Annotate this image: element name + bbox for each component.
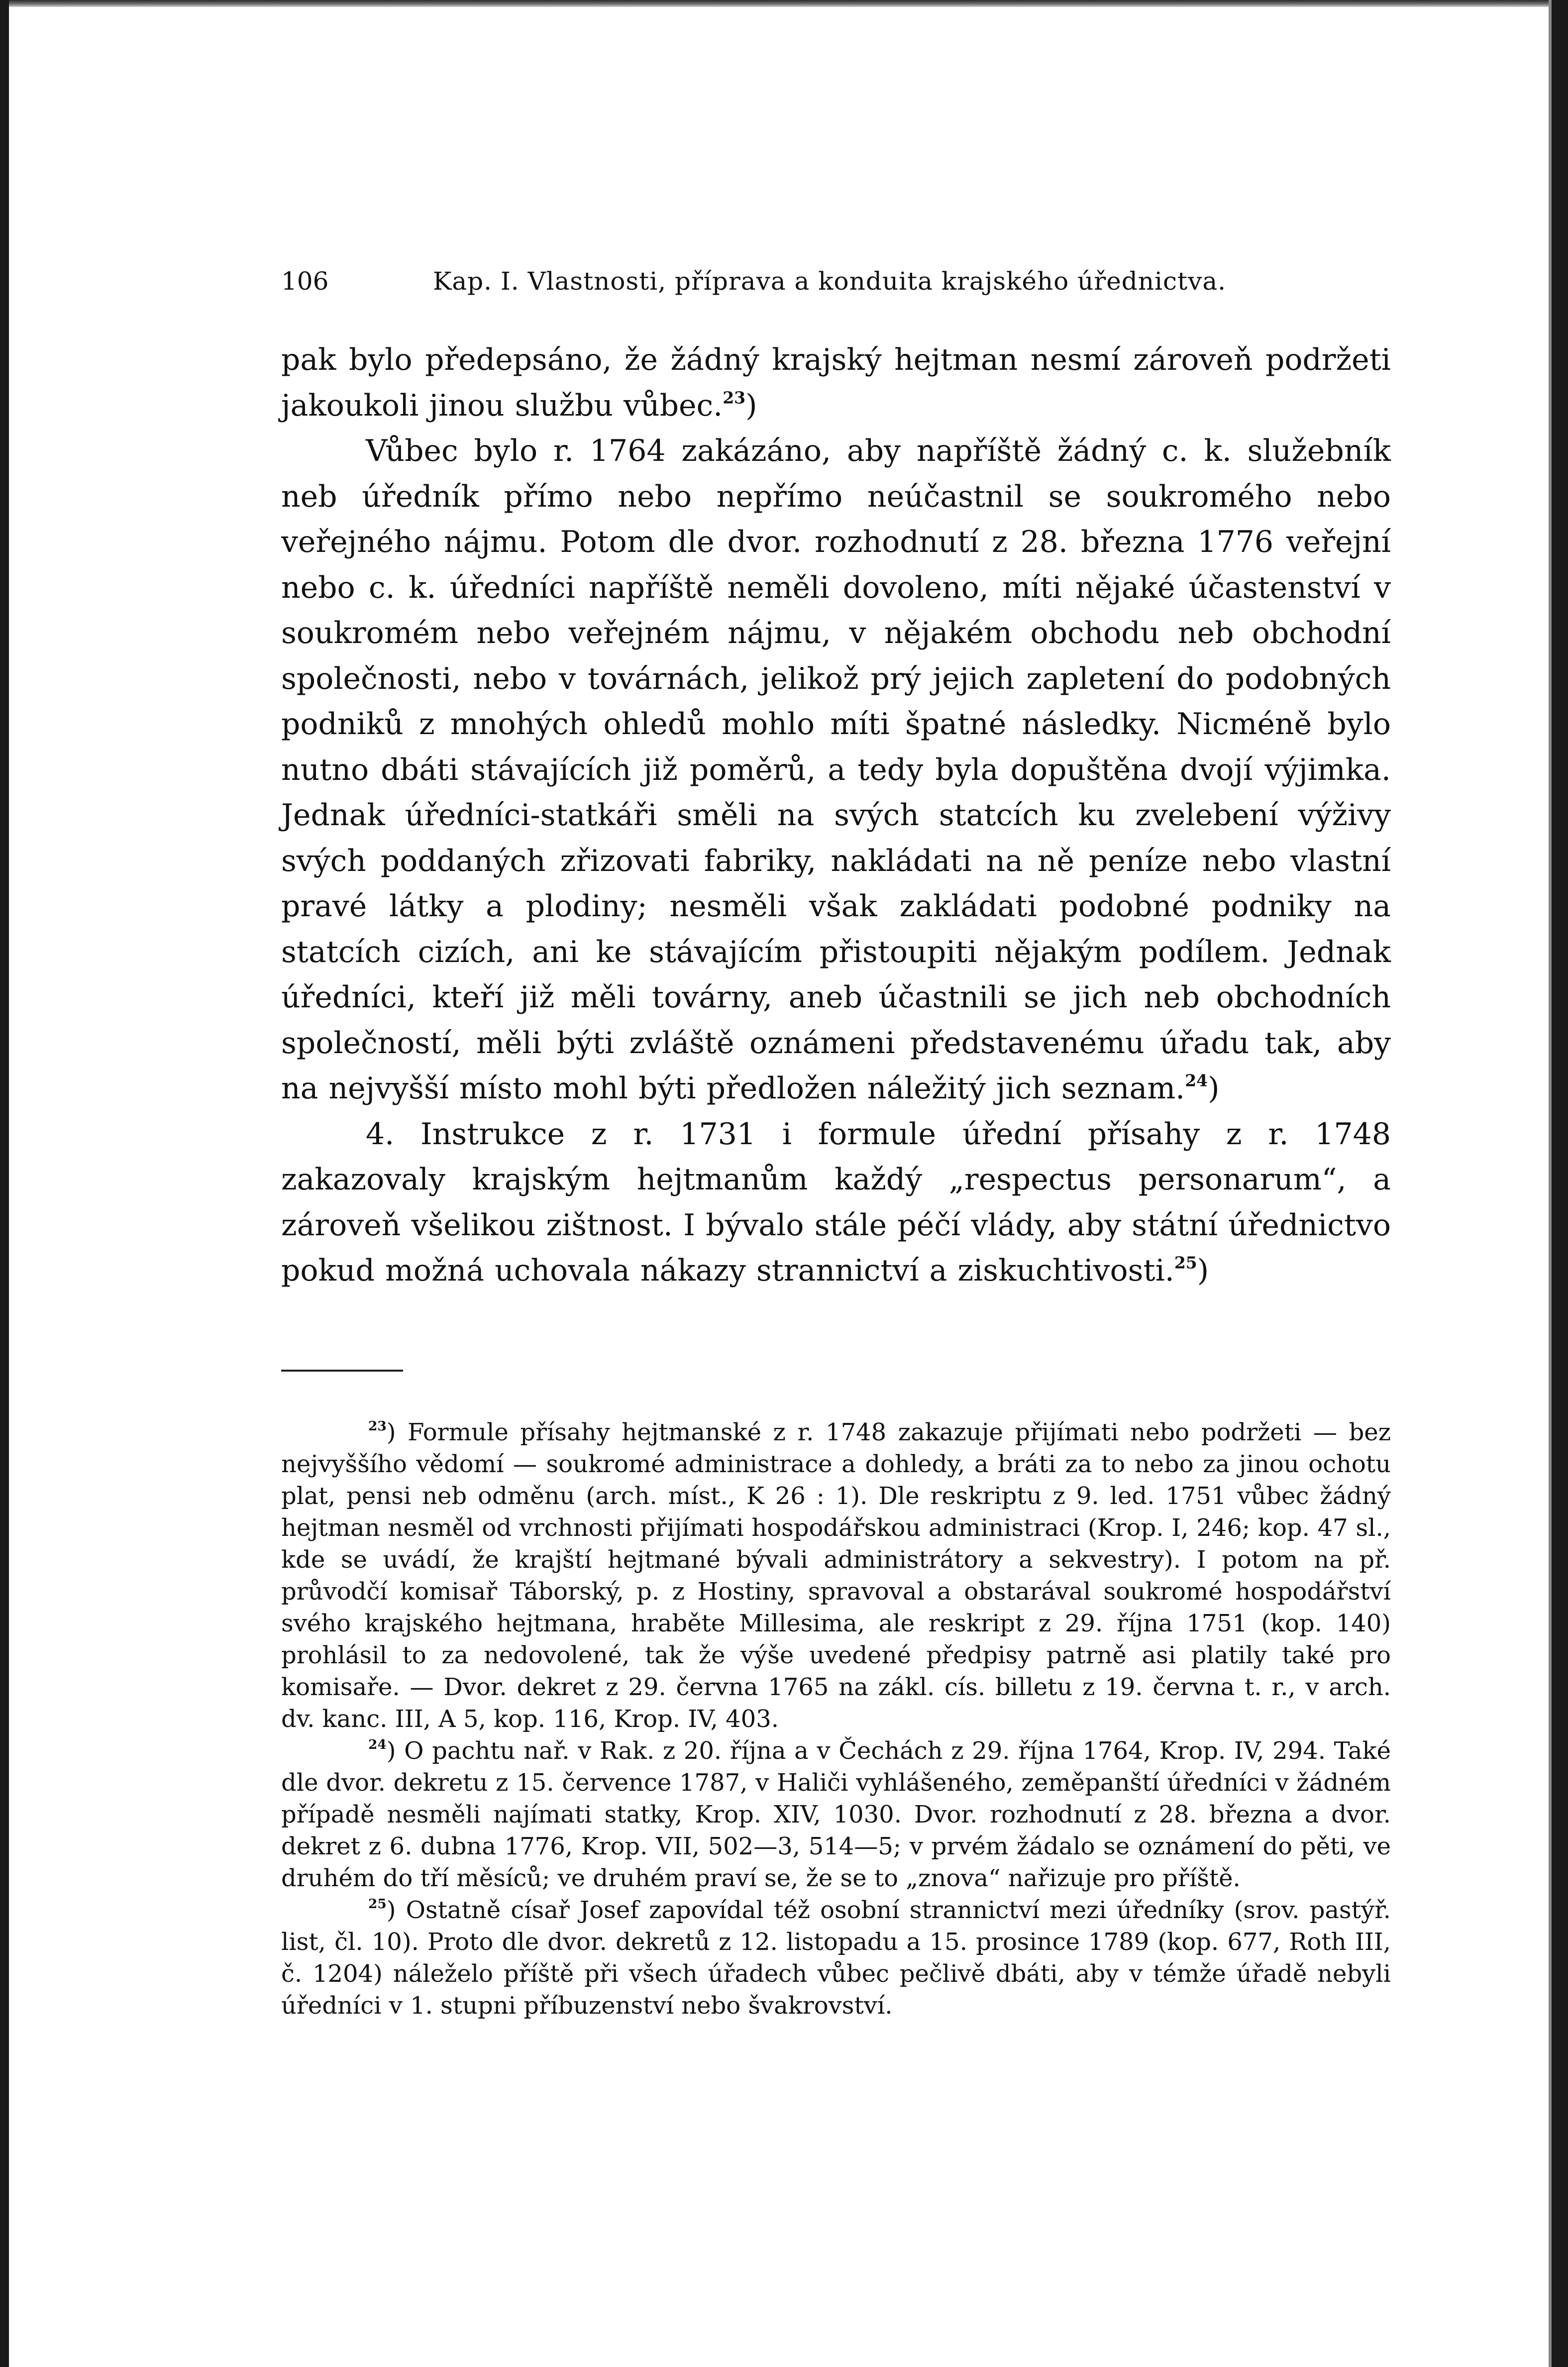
paragraph xyxy=(281,1112,1391,1294)
body-text xyxy=(281,337,1391,1294)
footnote-text: ) Ostatně císař Josef zapovídal též osobní strannictví mezi úředníky (srov. pastýř. list, čl. 10). Proto dle dvor. dekretů z 12. listopadu a 15. prosince 1789 (kop. 677, Roth III, č. 1204) náleželo příště při všech úřadech vůbec pečlivě dbáti, aby v témže úřadě nebyli úředníci v 1. stupni příbuzenství nebo švakrovství. xyxy=(281,1896,1391,2020)
paragraph xyxy=(281,337,1391,429)
footnotes xyxy=(281,1416,1391,2022)
footnote-ref-paren: ) xyxy=(1208,1071,1220,1106)
running-head xyxy=(281,264,1391,299)
footnote xyxy=(281,1416,1391,1735)
footnote-marker: 25 xyxy=(368,1896,387,1912)
footnote-ref-paren: ) xyxy=(1197,1253,1209,1288)
footnote-marker: 23 xyxy=(368,1418,387,1434)
paragraph-text: 4. Instrukce z r. 1731 i formule úřední přísahy z r. 1748 zakazovaly krajským hejtmanům každý „respectus personarum“, a zároveň všelikou zištnost. I bývalo stále péčí vlády, aby státní úřednictvo pokud možná uchovala nákazy strannictví a ziskuchtivosti. xyxy=(281,1116,1391,1288)
footnote-ref[interactable]: 24 xyxy=(1185,1071,1208,1090)
footnote xyxy=(281,1735,1391,1894)
scan-edge-left xyxy=(0,0,9,2367)
footnote-text: ) Formule přísahy hejtmanské z r. 1748 zakazuje přijímati nebo podržeti — bez nejvyššího vědomí — soukromé administrace a dohledy, a bráti za to nebo za jinou ochotu plat, pensi neb odměnu (arch. míst., K 26 : 1). Dle reskriptu z 9. led. 1751 vůbec žádný hejtman nesměl od vrchnosti přijímati hospodářskou administraci (Krop. I, 246; kop. 47 sl., kde se uvádí, že krajští hejtmané bývali administrátory a sekvestry). I potom na př. průvodčí komisař Táborský, p. z Hostiny, spravoval a obstarával soukromé hospodářství svého krajského hejtmana, hraběte Millesima, ale reskript z 29. října 1751 (kop. 140) prohlásil to za nedovolené, tak že výše uvedené předpisy patrně asi platily také pro komisaře. — Dvor. dekret z 29. června 1765 na zákl. cís. billetu z 19. června t. r., v arch. dv. kanc. III, A 5, kop. 116, Krop. IV, 403. xyxy=(281,1418,1391,1733)
chapter-title: Kap. I. Vlastnosti, příprava a konduita krajského úřednictva. xyxy=(433,267,1227,296)
footnote-ref[interactable]: 23 xyxy=(723,387,746,407)
paragraph xyxy=(281,429,1391,1112)
footnote xyxy=(281,1894,1391,2022)
footnote-marker: 24 xyxy=(368,1736,387,1752)
footnote-separator xyxy=(281,1370,403,1372)
footnote-ref-paren: ) xyxy=(745,388,757,423)
paragraph-text: pak bylo předepsáno, že žádný krajský hejtman nesmí zároveň podržeti jakoukoli jinou službu vůbec. xyxy=(281,342,1391,423)
footnote-ref[interactable]: 25 xyxy=(1174,1253,1197,1273)
scan-edge-right xyxy=(1552,0,1568,2367)
book-page xyxy=(281,264,1391,2022)
scan-edge-top xyxy=(0,0,1568,7)
paragraph-text: Vůbec bylo r. 1764 zakázáno, aby napříště žádný c. k. služebník neb úředník přímo nebo nepřímo neúčastnil se soukromého nebo veřejného nájmu. Potom dle dvor. rozhodnutí z 28. března 1776 veřejní nebo c. k. úředníci napříště neměli dovoleno, míti nějaké účastenství v soukromém nebo veřejném nájmu, v nějakém obchodu neb obchodní společnosti, nebo v továrnách, jelikož prý jejich zapletení do podobných podniků z mnohých ohledů mohlo míti špatné následky. Nicméně bylo nutno dbáti stávajících již poměrů, a tedy byla dopuštěna dvojí výjimka. Jednak úředníci-statkáři směli na svých statcích ku zvelebení výživy svých poddaných zřizovati fabriky, nakládati na ně peníze nebo vlastní pravé látky a plodiny; nesměli však zakládati podobné podniky na statcích cizích, ani ke stávajícím přistoupiti nějakým podílem. Jednak úředníci, kteří již měli továrny, aneb účastnili se jich neb obchodních společností, měli býti zvláště oznámeni představenému úřadu tak, aby na nejvyšší místo mohl býti předložen náležitý jich seznam. xyxy=(281,433,1391,1106)
page-number: 106 xyxy=(281,267,329,296)
footnote-text: ) O pachtu nař. v Rak. z 20. října a v Čechách z 29. října 1764, Krop. IV, 294. Také dle dvor. dekretu z 15. července 1787, v Haliči vyhlášeného, zeměpanští úředníci v žádném případě nesměli najímati statky, Krop. XIV, 1030. Dvor. rozhodnutí z 28. března a dvor. dekret z 6. dubna 1776, Krop. VII, 502—3, 514—5; v prvém žádalo se oznámení do pěti, ve druhém do tří měsíců; ve druhém praví se, že se to „znova“ nařizuje pro příště. xyxy=(281,1736,1391,1892)
